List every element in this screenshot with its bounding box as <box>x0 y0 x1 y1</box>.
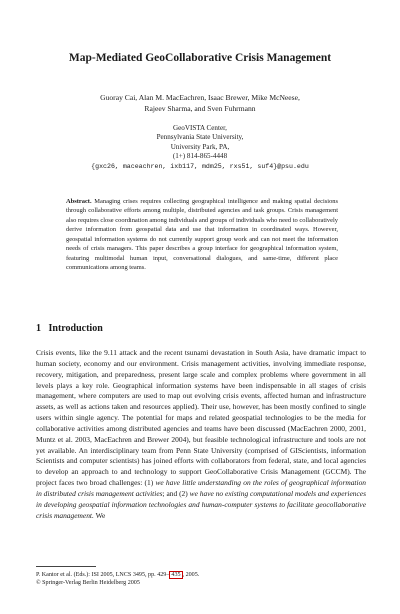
footer-copyright: © Springer-Verlag Berlin Heidelberg 2005 <box>36 580 140 587</box>
affiliation-university: Pennsylvania State University, <box>156 133 244 142</box>
author-list <box>0 92 400 114</box>
section-number: 1 <box>36 323 41 334</box>
section-heading <box>36 323 103 334</box>
page-reference-link[interactable]: 435 <box>171 572 181 578</box>
author-line-2: Rajeev Sharma, and Sven Fuhrmann <box>144 104 256 113</box>
section-title: Introduction <box>48 323 103 334</box>
affiliation-center: GeoVISTA Center, <box>173 124 227 132</box>
affiliation-phone: (1+) 814-865-4448 <box>172 152 228 161</box>
affiliation-city: University Park, PA, <box>170 142 230 151</box>
footer-citation-b: , 2005. <box>182 572 200 578</box>
affiliation-emails: {gxc26, maceachren, ixb117, mdm25, rxs51, suf4}@psu.edu <box>91 162 309 170</box>
footnote-rule <box>36 566 96 567</box>
affiliation-block <box>0 124 400 171</box>
body-text-main: Crisis events, like the 9.11 attack and the recent tsunami devastation in South Asia, have dramatic impact to human society, economy and our environment. Crisis management activities, involving immediate response, recovery, mitigation, and preparedness, present large scale and complex problems where government in all levels plays a key role. Geographical information systems have been indispensable in all stages of crisis management, where computers are used to map out evolving crisis events, affected human and infrastructure assets, as well as actions taken and resources applied). Their use, however, has been mostly confined to single users within single agency. The potential for maps and related geospatial technologies to be the media for collaborative activities among distributed agencies and teams have been discussed (MacEachren 2000, 2001, Muntz et al. 2003, MacEachren and Brewer 2004), but feasible technological infrastructure and tools are not yet available. An interdisciplinary team from Penn State University (comprised of GIScientists, information Scientists and computer scientists) has joined efforts with collaborators from federal, state, and local agencies to develop an approach to and technology to support GeoCollaborative Crisis Management (GCCM). The project faces two broad challenges: (1) <box>36 348 366 488</box>
footer-citation <box>36 571 366 579</box>
body-italic-2: we have no existing computational models and experiences in developing geospatial information technologies and human-computer systems to facilitate geocollaborative crisis management. <box>36 488 366 520</box>
paper-title: Map-Mediated GeoCollaborative Crisis Management <box>68 52 332 64</box>
author-line-1: Guoray Cai, Alan M. MacEachren, Isaac Brewer, Mike McNeese, <box>100 93 300 102</box>
footer-citation-a: P. Kantor et al. (Eds.): ISI 2005, LNCS 3495, pp. 429– <box>36 572 170 578</box>
abstract-text: Managing crises requires collecting geographical intelligence and making spatial decisions through collaborative efforts among multiple, distributed agencies and task groups. Crisis management also requires close coordination among individuals and groups of individuals who need to collaboratively derive information from geospatial data and use that information in coordinated ways. However, geospatial information systems do not currently support group work and can not meet the information needs of crisis managers. This paper describes a group interface for geographical information system, featuring multimodal human input, conversational dialogues, and same-time, different place communications among teams. <box>66 198 339 272</box>
abstract-label: Abstract. <box>66 198 92 205</box>
body-paragraph <box>36 348 366 522</box>
abstract <box>66 197 338 273</box>
body-text-mid: ; and (2) <box>162 488 190 498</box>
body-text-end: We <box>93 510 106 520</box>
publication-footer <box>36 571 366 588</box>
body-italic-1: we have little understanding on the roles of geographical information in distributed crisis management activities <box>36 478 367 498</box>
